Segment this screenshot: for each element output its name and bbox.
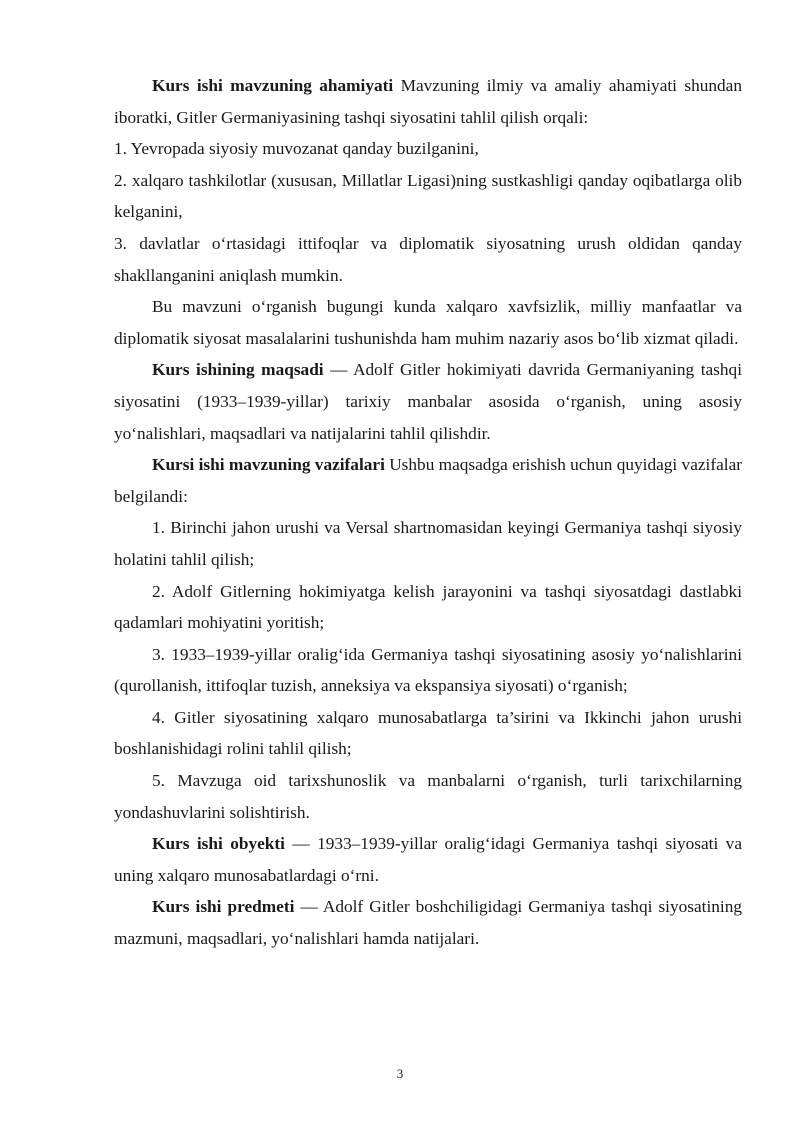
- list-item: 2. xalqaro tashkilotlar (xususan, Millatlar Ligasi)ning sustkashligi qanday oqibatlarga olib kelganini,: [114, 170, 742, 222]
- list-item: 3. 1933–1939-yillar oralig‘ida Germaniya tashqi siyosatining asosiy yo‘nalishlarini (qurollanish, ittifoqlar tuzish, anneksiya va ekspansiya siyosati) o‘rganish;: [114, 644, 742, 696]
- heading-object: Kurs ishi obyekti: [152, 834, 285, 854]
- paragraph-goal: [114, 354, 742, 449]
- list-item: 1. Birinchi jahon urushi va Versal shartnomasidan keyingi Germaniya tashqi siyosiy holatini tahlil qilish;: [114, 518, 742, 569]
- paragraph-relevance: Bu mavzuni o‘rganish bugungi kunda xalqaro xavfsizlik, milliy manfaatlar va diplomatik siyosat masalalarini tushunishda ham muhim nazariy asos bo‘lib xizmat qiladi.: [114, 297, 742, 348]
- text-subject: — Adolf Gitler boshchiligidagi Germaniya tashqi siyosatining mazmuni, maqsadlari, yo‘nalishlari hamda natijalari.: [114, 897, 742, 949]
- heading-significance: Kurs ishi mavzuning ahamiyati: [152, 76, 394, 95]
- paragraph-tasks: [114, 449, 742, 512]
- list-item: 5. Mavzuga oid tarixshunoslik va manbalarni o‘rganish, turli tarixchilarning yondashuvlarini solishtirish.: [114, 771, 742, 822]
- list-item: 1. Yevropada siyosiy muvozanat qanday buzilganini,: [114, 139, 479, 159]
- page-number: 3: [396, 1066, 404, 1081]
- heading-subject: Kurs ishi predmeti: [152, 897, 295, 917]
- heading-tasks: Kursi ishi mavzuning vazifalari: [152, 455, 385, 475]
- list-item: 2. Adolf Gitlerning hokimiyatga kelish jarayonini va tashqi siyosatdagi dastlabki qadamlari mohiyatini yoritish;: [114, 581, 742, 633]
- paragraph-subject: [114, 891, 742, 954]
- heading-goal: Kurs ishining maqsadi: [152, 360, 324, 380]
- text-significance: Mavzuning ilmiy va amaliy ahamiyati shundan iboratki, Gitler Germaniyasining tashqi siyosatini tahlil qilish orqali:: [114, 76, 742, 127]
- text-goal: — Adolf Gitler hokimiyati davrida Germaniyaning tashqi siyosatini (1933–1939-yillar) tarixiy manbalar asosida o‘rganish, uning asosiy yo‘nalishlari, maqsadlari va natijalarini tahlil qilishdir.: [114, 360, 742, 443]
- paragraph-object: [114, 828, 742, 891]
- paragraph-significance: [114, 70, 742, 133]
- list-item: 4. Gitler siyosatining xalqaro munosabatlarga ta’sirini va Ikkinchi jahon urushi boshlanishidagi rolini tahlil qilish;: [114, 707, 742, 759]
- text-object: — 1933–1939-yillar oralig‘idagi Germaniya tashqi siyosati va uning xalqaro munosabatlardagi o‘rni.: [114, 834, 742, 885]
- list-item: 3. davlatlar o‘rtasidagi ittifoqlar va diplomatik siyosatning urush oldidan qanday shakllanganini aniqlash mumkin.: [114, 233, 742, 285]
- text-tasks: Ushbu maqsadga erishish uchun quyidagi vazifalar belgilandi:: [114, 455, 742, 506]
- page-body: [114, 70, 742, 955]
